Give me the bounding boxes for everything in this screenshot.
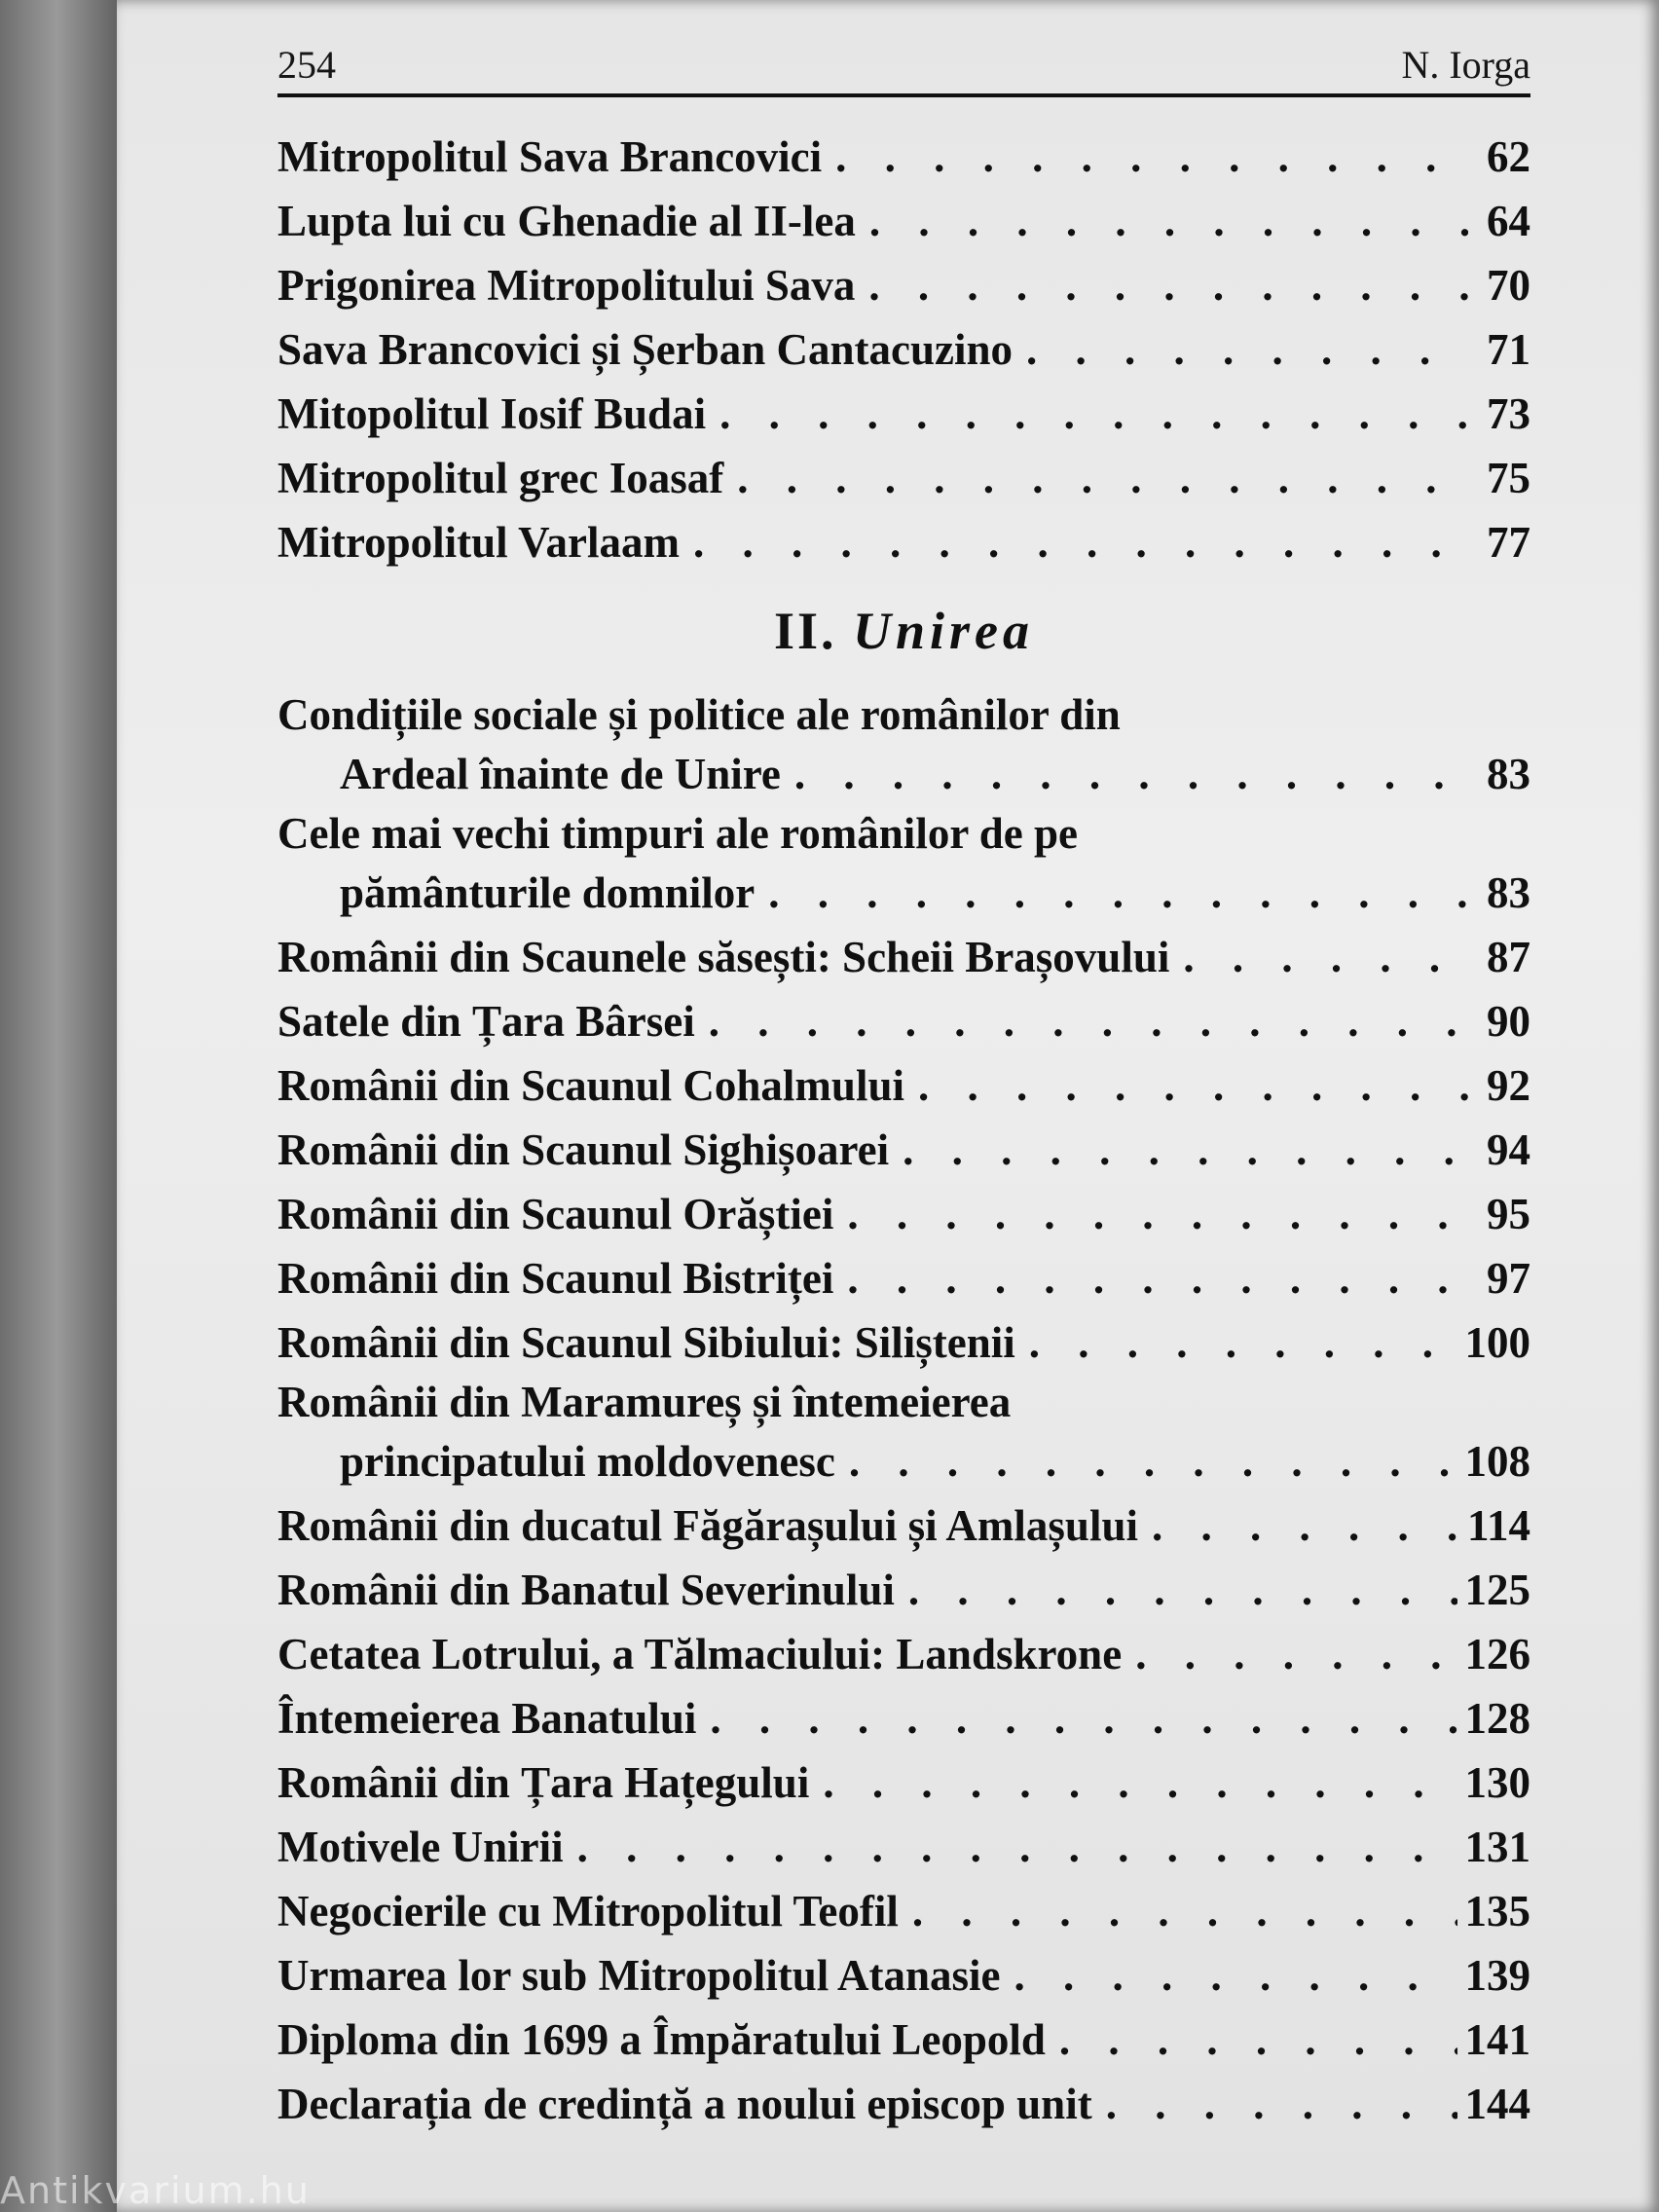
toc-entry: Prigonirea Mitropolitului Sava . . . 70 <box>277 253 1530 317</box>
toc-entry: Românii din Banatul Severinului . . . 125 <box>277 1558 1530 1622</box>
toc-entry: Românii din Țara Hațegului . . . 130 <box>277 1751 1530 1815</box>
toc-entry: Românii din Scaunul Sighișoarei . . . 94 <box>277 1118 1530 1182</box>
toc-entry: Românii din Scaunul Bistriței . . . 97 <box>277 1246 1530 1310</box>
book-spine <box>0 0 127 2212</box>
toc-entry: Mitopolitul Iosif Budai . . . 73 <box>277 382 1530 446</box>
toc-entry: Diploma din 1699 a Împăratului Leopold . . . 141 <box>277 2008 1530 2072</box>
toc-entry: Motivele Unirii . . . 131 <box>277 1815 1530 1879</box>
section-title: Unirea <box>853 602 1035 660</box>
toc-entry: Românii din Scaunul Sibiului: Siliștenii . . . 100 <box>277 1310 1530 1375</box>
toc-entry: Negocierile cu Mitropolitul Teofil . . . 135 <box>277 1879 1530 1943</box>
section-heading <box>277 574 1530 687</box>
toc-entry: Mitropolitul grec Ioasaf . . . 75 <box>277 446 1530 510</box>
toc-entry: Sava Brancovici și Șerban Cantacuzino . . . 71 <box>277 317 1530 382</box>
toc-entry: Cele mai vechi timpuri ale românilor de pe pământurile domnilor . . . 83 <box>277 806 1530 925</box>
toc-group-a <box>277 125 1530 574</box>
toc-entry: Declarația de credință a noului episcop unit . . . 144 <box>277 2072 1530 2136</box>
toc-entry: Românii din Scaunul Orăștiei . . . 95 <box>277 1182 1530 1246</box>
toc-entry: Urmarea lor sub Mitropolitul Atanasie . . . 139 <box>277 1943 1530 2008</box>
toc-entry: Românii din Maramureș și întemeierea principatului moldovenesc . . . 108 <box>277 1375 1530 1493</box>
toc-group-b <box>277 687 1530 2136</box>
toc-entry: Întemeierea Banatului . . . 128 <box>277 1686 1530 1751</box>
section-number: II. <box>773 602 837 660</box>
watermark: Antikvarium.hu <box>0 2169 311 2212</box>
toc-entry: Lupta lui cu Ghenadie al II-lea . . . 64 <box>277 189 1530 253</box>
toc-entry: Satele din Țara Bârsei . . . 90 <box>277 989 1530 1053</box>
toc-entry: Mitropolitul Varlaam . . . 77 <box>277 510 1530 574</box>
toc-entry: Românii din Scaunul Cohalmului . . . 92 <box>277 1053 1530 1118</box>
table-of-contents <box>277 125 1530 2136</box>
toc-entry: Cetatea Lotrului, a Tălmaciului: Landskrone . . . 126 <box>277 1622 1530 1686</box>
toc-entry: Românii din ducatul Făgărașului și Amlașului . . . 114 <box>277 1493 1530 1558</box>
page-number: 254 <box>277 43 336 87</box>
toc-entry: Condițiile sociale și politice ale românilor din Ardeal înainte de Unire . . . 83 <box>277 687 1530 806</box>
page-header <box>277 39 1530 97</box>
running-author: N. Iorga <box>1401 43 1530 87</box>
toc-entry: Mitropolitul Sava Brancovici . . . 62 <box>277 125 1530 189</box>
toc-entry: Românii din Scaunele săsești: Scheii Brașovului . . . 87 <box>277 925 1530 989</box>
